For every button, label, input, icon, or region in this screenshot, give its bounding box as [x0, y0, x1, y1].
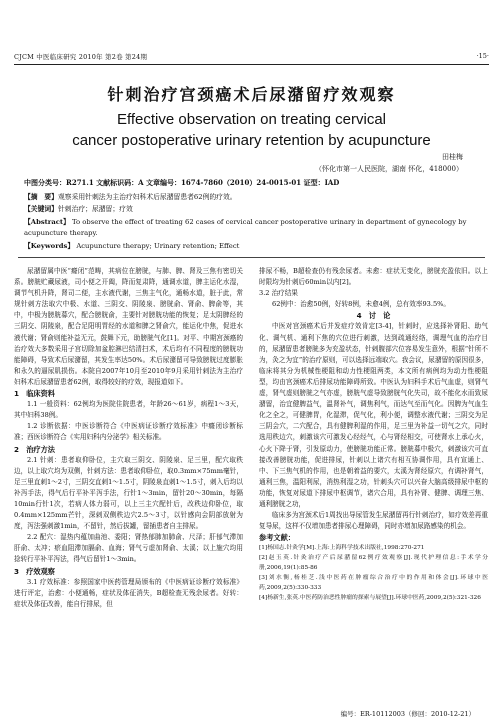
- keywords-en: [24, 241, 485, 252]
- reference-item: [2]赵玉英.针灸治疗产后尿潴留62例疗效观察[J].现代护理信息:手术学分册,2006,19(1):85-86: [259, 555, 488, 572]
- abstract-en: [24, 217, 485, 239]
- author-affiliation: （怀化市第一人民医院，湖南 怀化，418000）: [315, 165, 463, 173]
- intro-paragraph: 尿潴留属中医“癃闭”范畴，其病位在膀胱，与肺、脾、肾及三焦有密切关系。膀胱贮藏尿液，司小便之开阖，降而复肃降，通调水道，脾主运化水湿，调节气机升降，肾司二便，主水液代谢，三焦主气化，通畅水道，脏于此，常规针刺方法取穴中极、水道、三阴交、阴陵泉、膀胱俞、肾俞、脾俞等，其中，中极为膀胱募穴，配合膀胱俞，主要针对膀胱功能的恢复；足太阴脾经的三阴交、阴陵泉，配合足阳明胃经的水道和脾之肾俞穴，能运化中焦，促进水液代谢；肾俞则能补益无元，鼓舞下元，助膀胱气化[1]。对平、中期宫颈癌的治疗效大多数采用子宫切除加盆腔淋巴结清扫术，术后均有不同程度的膀胱功能障碍，导致术后尿潴留，其发生率达50%。术后尿潴留可导致膀胱过度膨胀和永久的逼尿肌损伤。本院自2007年10月至2010年9月采用针刺法为主治疗妇科术后尿潴留患者62例，取得较好的疗效，现报道如下。: [14, 267, 243, 386]
- article-id: 编号：ER-10112003（修回：2010-12-21）: [340, 710, 475, 718]
- keywords-en-label: 【Keywords】: [24, 242, 75, 250]
- reference-item: [3]刘水衡,杨桂芝.浅中医药在肿瘤综合治疗中的作用和体会[J].环球中医药,2009,2(5):330-333: [259, 575, 488, 592]
- paragraph-results: 62例中：治愈50例，好转8例，未愈4例，总有效率93.5%。: [272, 300, 450, 309]
- abstract-en-text: To observe the effect of treating 62 cases of cervical cancer postoperative urinary in department of gynecology by acupuncture therapy.: [24, 218, 467, 237]
- paragraph-general-data: 1.1 一般资料：62例均为医院住院患者，年龄26～61岁，病程1～3天，其中妇科38例。: [14, 400, 243, 420]
- body-left-column: [14, 266, 243, 610]
- abstract-cn-text: 观察采用针刺法为主治疗妇科术后尿潴留患者62例的疗效。: [57, 193, 237, 201]
- title-chinese: 针刺治疗宫颈癌术后尿潴留疗效观察: [107, 85, 396, 104]
- running-header: [14, 50, 489, 65]
- keywords-cn-text: 针刺治疗；尿潴留；疗效: [57, 205, 133, 213]
- journal-name: CJCM 中医临床研究 2010年 第2卷 第24期: [14, 53, 148, 61]
- section-efficacy: 3 疗效观察: [14, 566, 55, 576]
- title-english-line2: cancer postoperative urinary retention by acupuncture: [72, 132, 431, 149]
- paragraph-criteria: 3.1 疗效标准：参照国家中医药管理局颁布的《中医病证诊断疗效标准》进行评定，治愈：小便通畅，症状及体征消失，B超检查无残余尿者。好转：症状及体征改善，能自行排尿，但: [14, 577, 243, 608]
- references-title: 参考文献：: [259, 533, 295, 543]
- title-english-line1: Effective observation on treating cervical: [116, 111, 387, 128]
- section-treatment: 2 治疗方法: [14, 444, 55, 454]
- paragraph-criteria-cont: 排尿不畅，B超检查仍有残余尿者。未愈：症状无变化，膀胱充盈依旧。以上时限均为针刺后60min以内[2]。: [259, 267, 488, 287]
- classification-meta: 中图分类号：R271.1 文献标识码：A 文章编号：1674-7860（2010）24-0015-01 证型：IAD: [24, 178, 340, 187]
- section-clinical-data: 1 临床资料: [14, 389, 55, 399]
- paragraph-points: 2.2 配穴：湿热内蕴加曲池、委阳；肾热郁肺加肺俞、尺泽；肝郁气滞加肝俞、太冲；瘀血阻滞加膈俞、血海；肾气亏虚加肾俞、太溪；以上施穴均用捻转行平补平泻法，得气后留针1～3min。: [14, 533, 243, 564]
- paragraph-acupuncture: 2.1 针刺：患者取仰卧位，主穴取三阴交、阴陵泉、足三里，配穴取秩边，以上取穴均为双侧，针刺方法：患者取仰卧位，取0.3mm×75mm毫针，足三里直刺1～2寸，三阴交直刺1～1.5寸，阴陵泉直刺1～1.5寸，刺入后均以补泻手法，得气后行平补平泻手法，行针1～3min，留针20～30min，每隔10min行针1次，若病人体力弱可，以上三主穴配针后，改秩边仰卧位，取0.4mm×125mm芒针，深刺双侧秩边穴2.5～3寸，以针感向会阴部放射为度，泻法强刺激1min，不留针，然后拔罐，留插患者自主排尿。: [14, 455, 243, 531]
- reference-item: [1]杨国志.针灸学[M].上海:上海科学技术出版社,1998:270-271: [259, 545, 425, 552]
- abstract-en-label: 【Abstract】: [24, 218, 70, 226]
- reference-item: [4]杨新生,张英.中医药防治恶性肿瘤的探索与展望[J].环球中医药,2009,2(5):321-326: [259, 595, 481, 602]
- author-name: 田桂梅: [442, 153, 463, 161]
- paragraph-diagnosis: 1.2 诊断依据：中医诊断符合《中医病证诊断疗效标准》中癃闭诊断标准；西医诊断符合《实用妇科内分泌学》相关标准。: [14, 422, 243, 442]
- paragraph-conclusion: 临床多为宫颈术后1周找出导尿管发生尿潴留再行针刺治疗，如疗效差再重复导尿，这样不仅增加患者排尿心理障碍，同时亦增加尿路感染的机会。: [259, 511, 488, 531]
- keywords-cn: [24, 204, 485, 215]
- keywords-cn-label: 【关键词】: [24, 205, 58, 213]
- references-list: [259, 543, 488, 603]
- paragraph-discussion: 中医对宫颈癌术后并发症疗效肯定[3-4]，针刺时，应选择补肾阳、助气化、调气机、通利下焦的穴位进行刺激，达到疏通经络，调理气血的治疗目的，尿潴留患者膀胱多为充盈状态，针刺腹部穴位容易发生意外，根据“针所不为，灸之为宜”的治疗原则，可以选择远端取穴。我会议，尿潴留的原因很多，临床将其分为机械性梗阻和动力性梗阻两类，本文所有病例均为动力性梗阻型，均由宫颈癌术后排尿功能障碍所致。中医认为妇科手术后气血虚，则肾气虚，肾气虚则膀胱之气亦虚，膀胱气虚导致膀胱气化失司，故不能化水而致尿潴留，治宜健脾益气，温肾补气，调焦利气，而达气至而气化。因脾为气血生化之全之，可健脾胃，化湿滞，促气化，利小便，调整水液代谢；三阴交为足三阴会穴，二穴配合，具有健脾利湿的作用，足三里为补益一切气之穴，同时选用秩边穴，刺激该穴可激发心经经气，心与肾经相交，可使肾水上承心火，心火下降于肾，引发原动力，使膀胱功能正常。膀胱募中极穴，刺激该穴可直接改善膀胱功能，促进排尿，针刺以上诸穴有相互协调作用，具有宣通上、中、下三焦气机的作用，也是朝着益的要穴，太溪为肾经原穴，有调补肾气，通利三焦，温阳利尿，消热利湿之功，针刺头穴可以兴奋大脑高级排尿中枢的功能，恢复对尿道下排尿中枢调节，诸穴合用，具有补肾、健脾、调理三焦、通利膀胱之功，: [259, 322, 488, 508]
- abstract-cn-label: 【摘 要】: [24, 193, 58, 201]
- keywords-en-text: Acupuncture therapy; Urinary retention; Effect: [76, 242, 240, 250]
- section-discussion: 4 讨 论: [356, 311, 391, 321]
- page-number: ·15·: [476, 52, 489, 60]
- divider: [18, 257, 485, 258]
- abstract-cn: [24, 192, 485, 203]
- subsection-results: 3.2 治疗结果: [259, 289, 298, 298]
- body-right-column: [259, 266, 488, 603]
